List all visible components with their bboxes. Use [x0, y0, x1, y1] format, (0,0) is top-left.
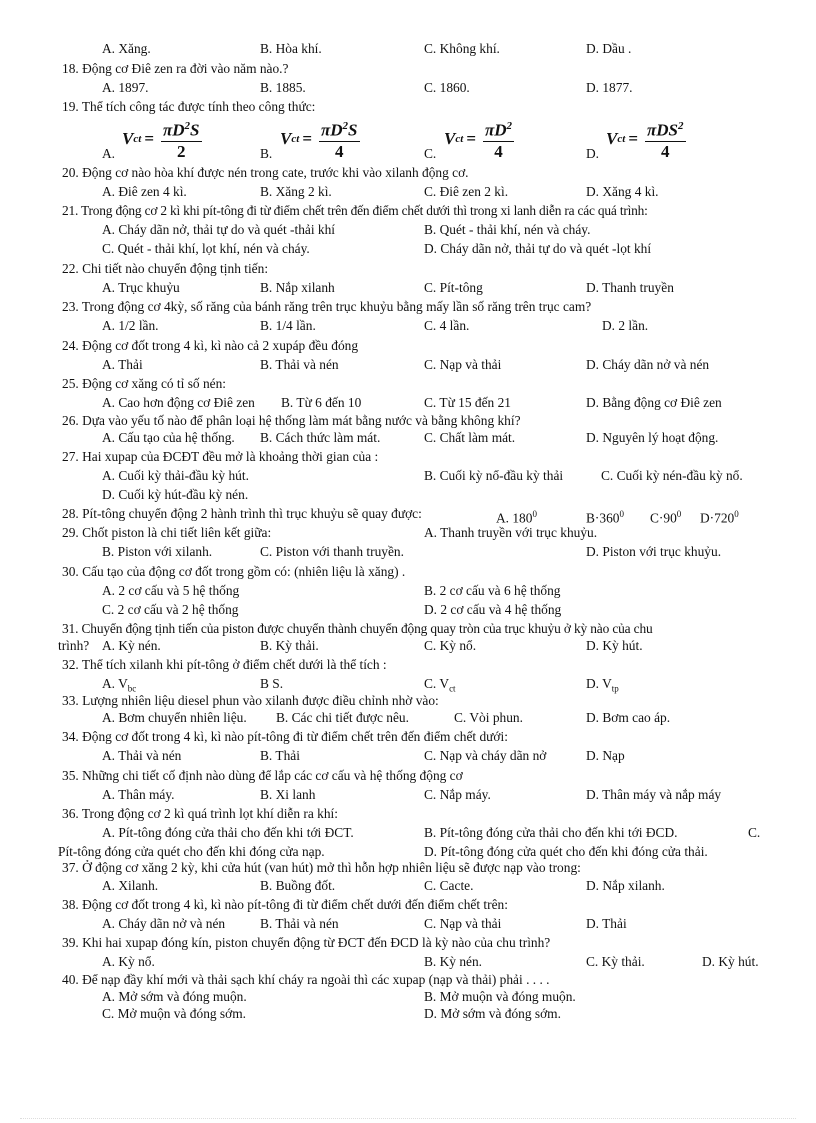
formula-b-pi: π — [320, 120, 331, 140]
q38-option-d: D. Thải — [586, 916, 627, 931]
q19-option-d — [586, 112, 736, 162]
formula-d-sub: ct — [617, 132, 626, 145]
q26-option-d: D. Nguyên lý hoạt động. — [586, 430, 719, 445]
q38-text: 38. Động cơ đốt trong 4 kì, kì nào pít-tông đi từ điểm chết dưới đến điểm chết trên: — [62, 897, 508, 912]
q34-option-d: D. Nạp — [586, 748, 625, 763]
q29-option-c: C. Piston với thanh truyền. — [260, 544, 404, 559]
q20-option-d: D. Xăng 4 kì. — [586, 184, 659, 199]
q23-text: 23. Trong động cơ 4kỳ, số răng của bánh răng trên trục khuỷu bằng mấy lần số răng trên trục cam? — [62, 299, 592, 314]
q21-text: 21. Trong động cơ 2 kì khi pít-tông đi từ điểm chết trên đến điểm chết dưới thì trong xi lanh diễn ra các quá trình: — [62, 203, 648, 218]
q28-option-d-value: D·720 — [700, 510, 735, 526]
q28-option-d — [700, 506, 739, 526]
q23-option-c: C. 4 lần. — [424, 318, 470, 333]
q22-option-b: B. Nắp xilanh — [260, 280, 335, 295]
q39-option-d: D. Kỳ hút. — [702, 954, 759, 969]
q34-text: 34. Động cơ đốt trong 4 kì, kì nào pít-tông đi từ điểm chết trên đến điểm chết dưới: — [62, 729, 508, 744]
q31-option-c: C. Kỳ nổ. — [424, 638, 477, 653]
q32-option-b: B S. — [260, 676, 284, 691]
q20-option-c: C. Điê zen 2 kì. — [424, 184, 509, 199]
q18-option-a: A. 1897. — [102, 80, 149, 95]
formula-a-s: S — [190, 120, 200, 140]
formula-b-den: 4 — [335, 141, 344, 161]
q26-option-a: A. Cấu tạo của hệ thống. — [102, 430, 235, 445]
q33-option-b: B. Các chi tiết được nêu. — [276, 710, 409, 725]
q32-text: 32. Thể tích xilanh khi pít-tông ở điểm chết dưới là thể tích : — [62, 657, 387, 672]
q36-option-a: A. Pít-tông đóng cửa thải cho đến khi tới ĐCT. — [102, 825, 354, 840]
q31-option-b: B. Kỳ thải. — [260, 638, 319, 653]
q35-option-a: A. Thân máy. — [102, 787, 175, 802]
formula-b-sq: 2 — [342, 120, 349, 132]
q24-option-b: B. Thải và nén — [260, 357, 339, 372]
q23-option-b: B. 1/4 lần. — [260, 318, 316, 333]
formula-c-lhs: V — [444, 128, 456, 148]
q34-option-c: C. Nạp và cháy dãn nở — [424, 748, 547, 763]
degree-mark: 0 — [619, 509, 624, 519]
q19-option-b-label: B. — [260, 146, 273, 161]
q33-option-a: A. Bơm chuyển nhiên liệu. — [102, 710, 247, 725]
formula-b-d: D — [330, 120, 343, 140]
q19-formulas — [0, 112, 816, 162]
q19-option-a-label: A. — [102, 146, 116, 161]
q36-option-c: Pít-tông đóng cửa quét cho đến khi đóng cửa nạp. — [58, 844, 325, 859]
q32-option-a-value: A. V — [102, 676, 128, 691]
q40-option-c: C. Mở muộn và đóng sớm. — [102, 1006, 246, 1021]
q34-option-b: B. Thải — [260, 748, 300, 763]
formula-c-sq: 2 — [506, 120, 513, 132]
q21-option-b: B. Quét - thải khí, nén và cháy. — [424, 222, 591, 237]
formula-b — [280, 116, 360, 162]
formula-a-eq: = — [144, 128, 154, 148]
formula-a-sub: ct — [133, 132, 142, 145]
q18-option-b: B. 1885. — [260, 80, 306, 95]
q30-option-c: C. 2 cơ cấu và 2 hệ thống — [102, 602, 239, 617]
q27-text: 27. Hai xupap của ĐCĐT đều mở là khoảng thời gian của : — [62, 449, 379, 464]
q32-option-d-sub: tp — [611, 683, 619, 694]
q30-text: 30. Cấu tạo của động cơ đốt trong gồm có: (nhiên liệu là xăng) . — [62, 564, 406, 579]
formula-d — [606, 116, 686, 162]
formula-d-s: S — [668, 120, 679, 140]
q28-option-b — [586, 506, 624, 526]
q37-option-d: D. Nắp xilanh. — [586, 878, 665, 893]
q32-option-d — [586, 676, 619, 697]
q18-option-d: D. 1877. — [586, 80, 633, 95]
q38-option-c: C. Nạp và thải — [424, 916, 502, 931]
q36-text: 36. Trong động cơ 2 kì quá trình lọt khí diễn ra khí: — [62, 806, 338, 821]
q26-option-b: B. Cách thức làm mát. — [260, 430, 381, 445]
formula-a-pi: π — [162, 120, 173, 140]
q31-text-continued: trình? — [58, 638, 90, 653]
q25-text: 25. Động cơ xăng có tỉ số nén: — [62, 376, 227, 391]
degree-mark: 0 — [734, 509, 739, 519]
formula-c-d: D — [494, 120, 507, 140]
q21-option-c: C. Quét - thải khí, lọt khí, nén và cháy. — [102, 241, 310, 256]
q28-option-c — [650, 506, 681, 526]
q29-option-d: D. Piston với trục khuỷu. — [586, 544, 722, 559]
degree-mark: 0 — [676, 509, 682, 519]
q17-option-d: D. Dầu . — [586, 41, 632, 56]
q21-option-d: D. Cháy dãn nở, thải tự do và quét -lọt khí — [424, 241, 652, 256]
q27-option-d: D. Cuối kỳ hút-đầu kỳ nén. — [102, 487, 249, 502]
q20-option-a: A. Điê zen 4 kì. — [102, 184, 187, 199]
q24-text: 24. Động cơ đốt trong 4 kì, kì nào cả 2 xupáp đều đóng — [62, 338, 359, 353]
q19-text: 19. Thể tích công tác được tính theo công thức: — [62, 99, 316, 114]
q25-option-c: C. Từ 15 đến 21 — [424, 395, 511, 410]
q37-text: 37. Ở động cơ xăng 2 kỳ, khi cửa hút (van hút) mở thì hỗn hợp nhiên liệu sẽ được nạp vào trong: — [62, 860, 581, 875]
formula-b-lhs: V — [280, 128, 292, 148]
q31-text: 31. Chuyển động tịnh tiến của piston được chuyển thành chuyển động quay tròn của trục khuỷu ở kỳ nào của chu — [62, 621, 653, 636]
formula-c-sub: ct — [455, 132, 464, 145]
q25-option-b: B. Từ 6 đến 10 — [281, 395, 362, 410]
q20-option-b: B. Xăng 2 kì. — [260, 184, 332, 199]
q39-text: 39. Khi hai xupap đóng kín, piston chuyển động từ ĐCT đến ĐCD là kỳ nào của chu trình? — [62, 935, 551, 950]
q29-option-b: B. Piston với xilanh. — [102, 544, 213, 559]
q22-option-d: D. Thanh truyền — [586, 280, 674, 295]
q26-text: 26. Dựa vào yếu tố nào để phân loại hệ thống làm mát bằng nước và bằng không khí? — [62, 413, 521, 428]
q20-text: 20. Động cơ nào hòa khí được nén trong cate, trước khi vào xilanh động cơ. — [62, 165, 469, 180]
q32-option-a-sub: bc — [127, 683, 137, 694]
q37-option-c: C. Cacte. — [424, 878, 474, 893]
q25-option-d: D. Bằng động cơ Điê zen — [586, 395, 722, 410]
q24-option-c: C. Nạp và thải — [424, 357, 502, 372]
q28-option-b-value: B·360 — [586, 510, 620, 526]
q40-option-b: B. Mở muộn và đóng muộn. — [424, 989, 576, 1004]
q27-option-c: C. Cuối kỳ nén-đầu kỳ nổ. — [601, 468, 743, 483]
q22-text: 22. Chi tiết nào chuyển động tịnh tiến: — [62, 261, 269, 276]
q31-option-a: A. Kỳ nén. — [102, 638, 161, 653]
q40-text: 40. Để nạp đầy khí mới và thải sạch khí cháy ra ngoài thì các xupap (nạp và thải) phải . . . . — [62, 972, 550, 987]
q18-option-c: C. 1860. — [424, 80, 470, 95]
formula-c-eq: = — [466, 128, 476, 148]
q36-option-b: B. Pít-tông đóng cửa thải cho đến khi tới ĐCD. — [424, 825, 678, 840]
degree-mark: 0 — [532, 509, 537, 519]
q19-option-c — [424, 112, 574, 162]
q17-option-c: C. Không khí. — [424, 41, 500, 56]
q39-option-a: A. Kỳ nổ. — [102, 954, 155, 969]
q37-option-a: A. Xilanh. — [102, 878, 159, 893]
q33-option-c: C. Vòi phun. — [454, 710, 523, 725]
page-bottom-divider — [20, 1118, 796, 1119]
formula-d-eq: = — [628, 128, 638, 148]
q33-text: 33. Lượng nhiên liệu diesel phun vào xilanh được điều chỉnh nhờ vào: — [62, 693, 439, 708]
q29-text: 29. Chốt piston là chi tiết liên kết giữa: — [62, 525, 272, 540]
q31-option-d: D. Kỳ hút. — [586, 638, 643, 653]
q22-option-a: A. Trục khuỷu — [102, 280, 180, 295]
formula-a-den: 2 — [177, 141, 186, 161]
q26-option-c: C. Chất làm mát. — [424, 430, 516, 445]
q28-option-c-value: C·90 — [650, 510, 677, 526]
q21-option-a: A. Cháy dãn nở, thải tự do và quét -thải khí — [102, 222, 336, 237]
formula-a — [122, 116, 202, 162]
q19-option-c-label: C. — [424, 146, 437, 161]
q35-option-b: B. Xi lanh — [260, 787, 316, 802]
q35-option-d: D. Thân máy và nắp máy — [586, 787, 722, 802]
q17-option-b: B. Hòa khí. — [260, 41, 322, 56]
formula-c — [444, 116, 514, 162]
q24-option-a: A. Thải — [102, 357, 143, 372]
q22-option-c: C. Pít-tông — [424, 280, 483, 295]
q30-option-d: D. 2 cơ cấu và 4 hệ thống — [424, 602, 562, 617]
q25-option-a: A. Cao hơn động cơ Điê zen — [102, 395, 255, 410]
formula-a-d: D — [172, 120, 185, 140]
q30-option-b: B. 2 cơ cấu và 6 hệ thống — [424, 583, 561, 598]
formula-a-sq: 2 — [184, 120, 191, 132]
q18-text: 18. Động cơ Điê zen ra đời vào năm nào.? — [62, 61, 289, 76]
q29-option-a: A. Thanh truyền với trục khuỷu. — [424, 525, 598, 540]
q35-option-c: C. Nắp máy. — [424, 787, 491, 802]
q27-option-a: A. Cuối kỳ thải-đầu kỳ hút. — [102, 468, 249, 483]
formula-b-s: S — [348, 120, 358, 140]
q28-option-a — [496, 506, 537, 526]
q23-option-a: A. 1/2 lần. — [102, 318, 159, 333]
formula-c-pi: π — [484, 120, 495, 140]
q37-option-b: B. Buồng đốt. — [260, 878, 336, 893]
formula-d-sq: 2 — [678, 120, 684, 132]
q17-option-a: A. Xăng. — [102, 41, 151, 56]
q24-option-d: D. Cháy dãn nở và nén — [586, 357, 710, 372]
q34-option-a: A. Thải và nén — [102, 748, 182, 763]
formula-c-den: 4 — [494, 141, 503, 161]
q28-option-a-value: A. 180 — [496, 510, 533, 526]
q23-option-d: D. 2 lần. — [602, 318, 649, 333]
q38-option-a: A. Cháy dãn nở và nén — [102, 916, 226, 931]
formula-d-d: D — [656, 120, 669, 140]
q39-option-c: C. Kỳ thải. — [586, 954, 645, 969]
q36-option-c-label: C. — [748, 825, 761, 840]
q19-option-a — [102, 112, 252, 162]
q19-option-d-label: D. — [586, 146, 600, 161]
q32-option-d-value: D. V — [586, 676, 612, 691]
q35-text: 35. Những chi tiết cố định nào dùng để lắp các cơ cấu và hệ thống động cơ — [62, 768, 463, 783]
formula-a-lhs: V — [122, 128, 134, 148]
formula-d-pi: π — [646, 120, 657, 140]
formula-d-lhs: V — [606, 128, 618, 148]
formula-b-sub: ct — [291, 132, 300, 145]
q30-option-a: A. 2 cơ cấu và 5 hệ thống — [102, 583, 240, 598]
q32-option-c-value: C. V — [424, 676, 450, 691]
q19-option-b — [260, 112, 410, 162]
q40-option-d: D. Mở sớm và đóng sớm. — [424, 1006, 561, 1021]
formula-b-eq: = — [302, 128, 312, 148]
q27-option-b: B. Cuối kỳ nổ-đầu kỳ thải — [424, 468, 564, 483]
q39-option-b: B. Kỳ nén. — [424, 954, 483, 969]
q28-text: 28. Pít-tông chuyển động 2 hành trình thì trục khuỷu sẽ quay được: — [62, 506, 422, 521]
q33-option-d: D. Bơm cao áp. — [586, 710, 671, 725]
q38-option-b: B. Thải và nén — [260, 916, 339, 931]
formula-d-den: 4 — [661, 141, 670, 161]
q40-option-a: A. Mở sớm và đóng muộn. — [102, 989, 247, 1004]
q36-option-d: D. Pít-tông đóng cửa quét cho đến khi đóng cửa thải. — [424, 844, 708, 859]
q32-option-c-sub: ct — [449, 683, 456, 694]
